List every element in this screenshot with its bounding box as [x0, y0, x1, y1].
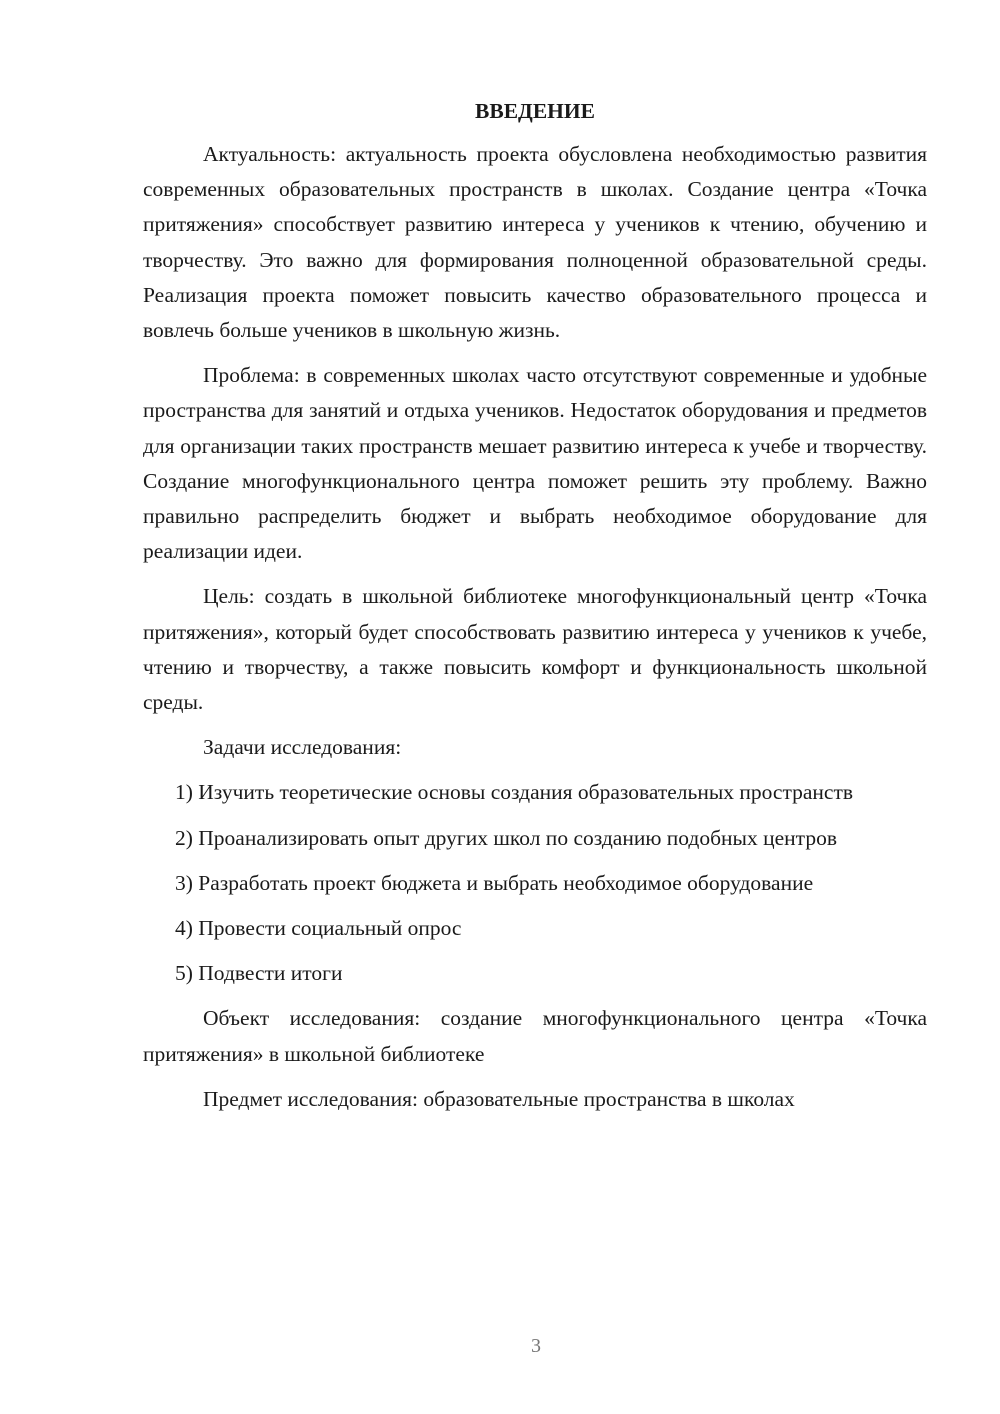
page-title: ВВЕДЕНИЕ — [475, 99, 595, 123]
tasks-heading: Задачи исследования: — [203, 735, 402, 760]
list-item: 3) Разработать проект бюджета и выбрать необходимое оборудование — [175, 870, 814, 895]
document-body — [143, 94, 927, 1127]
list-item: 5) Подвести итоги — [175, 961, 343, 986]
problem-paragraph: Проблема: в современных школах часто отсутствуют современные и удобные пространства для занятий и отдыха учеников. Недостаток оборудования и предметов для организации таких пространств мешает развитию интереса к учебе и творчеству. Создание многофункционального центра поможет решить эту проблему. Важно правильно распределить бюджет и выбрать необходимое оборудование для реализации идеи. — [143, 363, 927, 564]
goal-paragraph: Цель: создать в школьной библиотеке многофункциональный центр «Точка притяжения», который будет способствовать развитию интереса у учеников к учебе, чтению и творчеству, а также повысить комфорт и функциональность школьной среды. — [143, 584, 927, 715]
relevance-paragraph: Актуальность: актуальность проекта обусловлена необходимостью развития современных образовательных пространств в школах. Создание центра «Точка притяжения» способствует развитию интереса у учеников к чтению, обучению и творчеству. Это важно для формирования полноценной образовательной среды. Реализация проекта поможет повысить качество образовательного процесса и вовлечь больше учеников в школьную жизнь. — [143, 142, 927, 343]
list-item: 1) Изучить теоретические основы создания образовательных пространств — [175, 780, 854, 805]
page-number: 3 — [531, 1335, 541, 1357]
list-item: 4) Провести социальный опрос — [175, 916, 462, 941]
list-item: 2) Проанализировать опыт других школ по созданию подобных центров — [175, 825, 837, 850]
research-subject-paragraph: Предмет исследования: образовательные пространства в школах — [203, 1086, 795, 1111]
research-object-paragraph: Объект исследования: создание многофункционального центра «Точка притяжения» в школьной библиотеке — [143, 1006, 927, 1066]
tasks-list — [143, 775, 927, 991]
